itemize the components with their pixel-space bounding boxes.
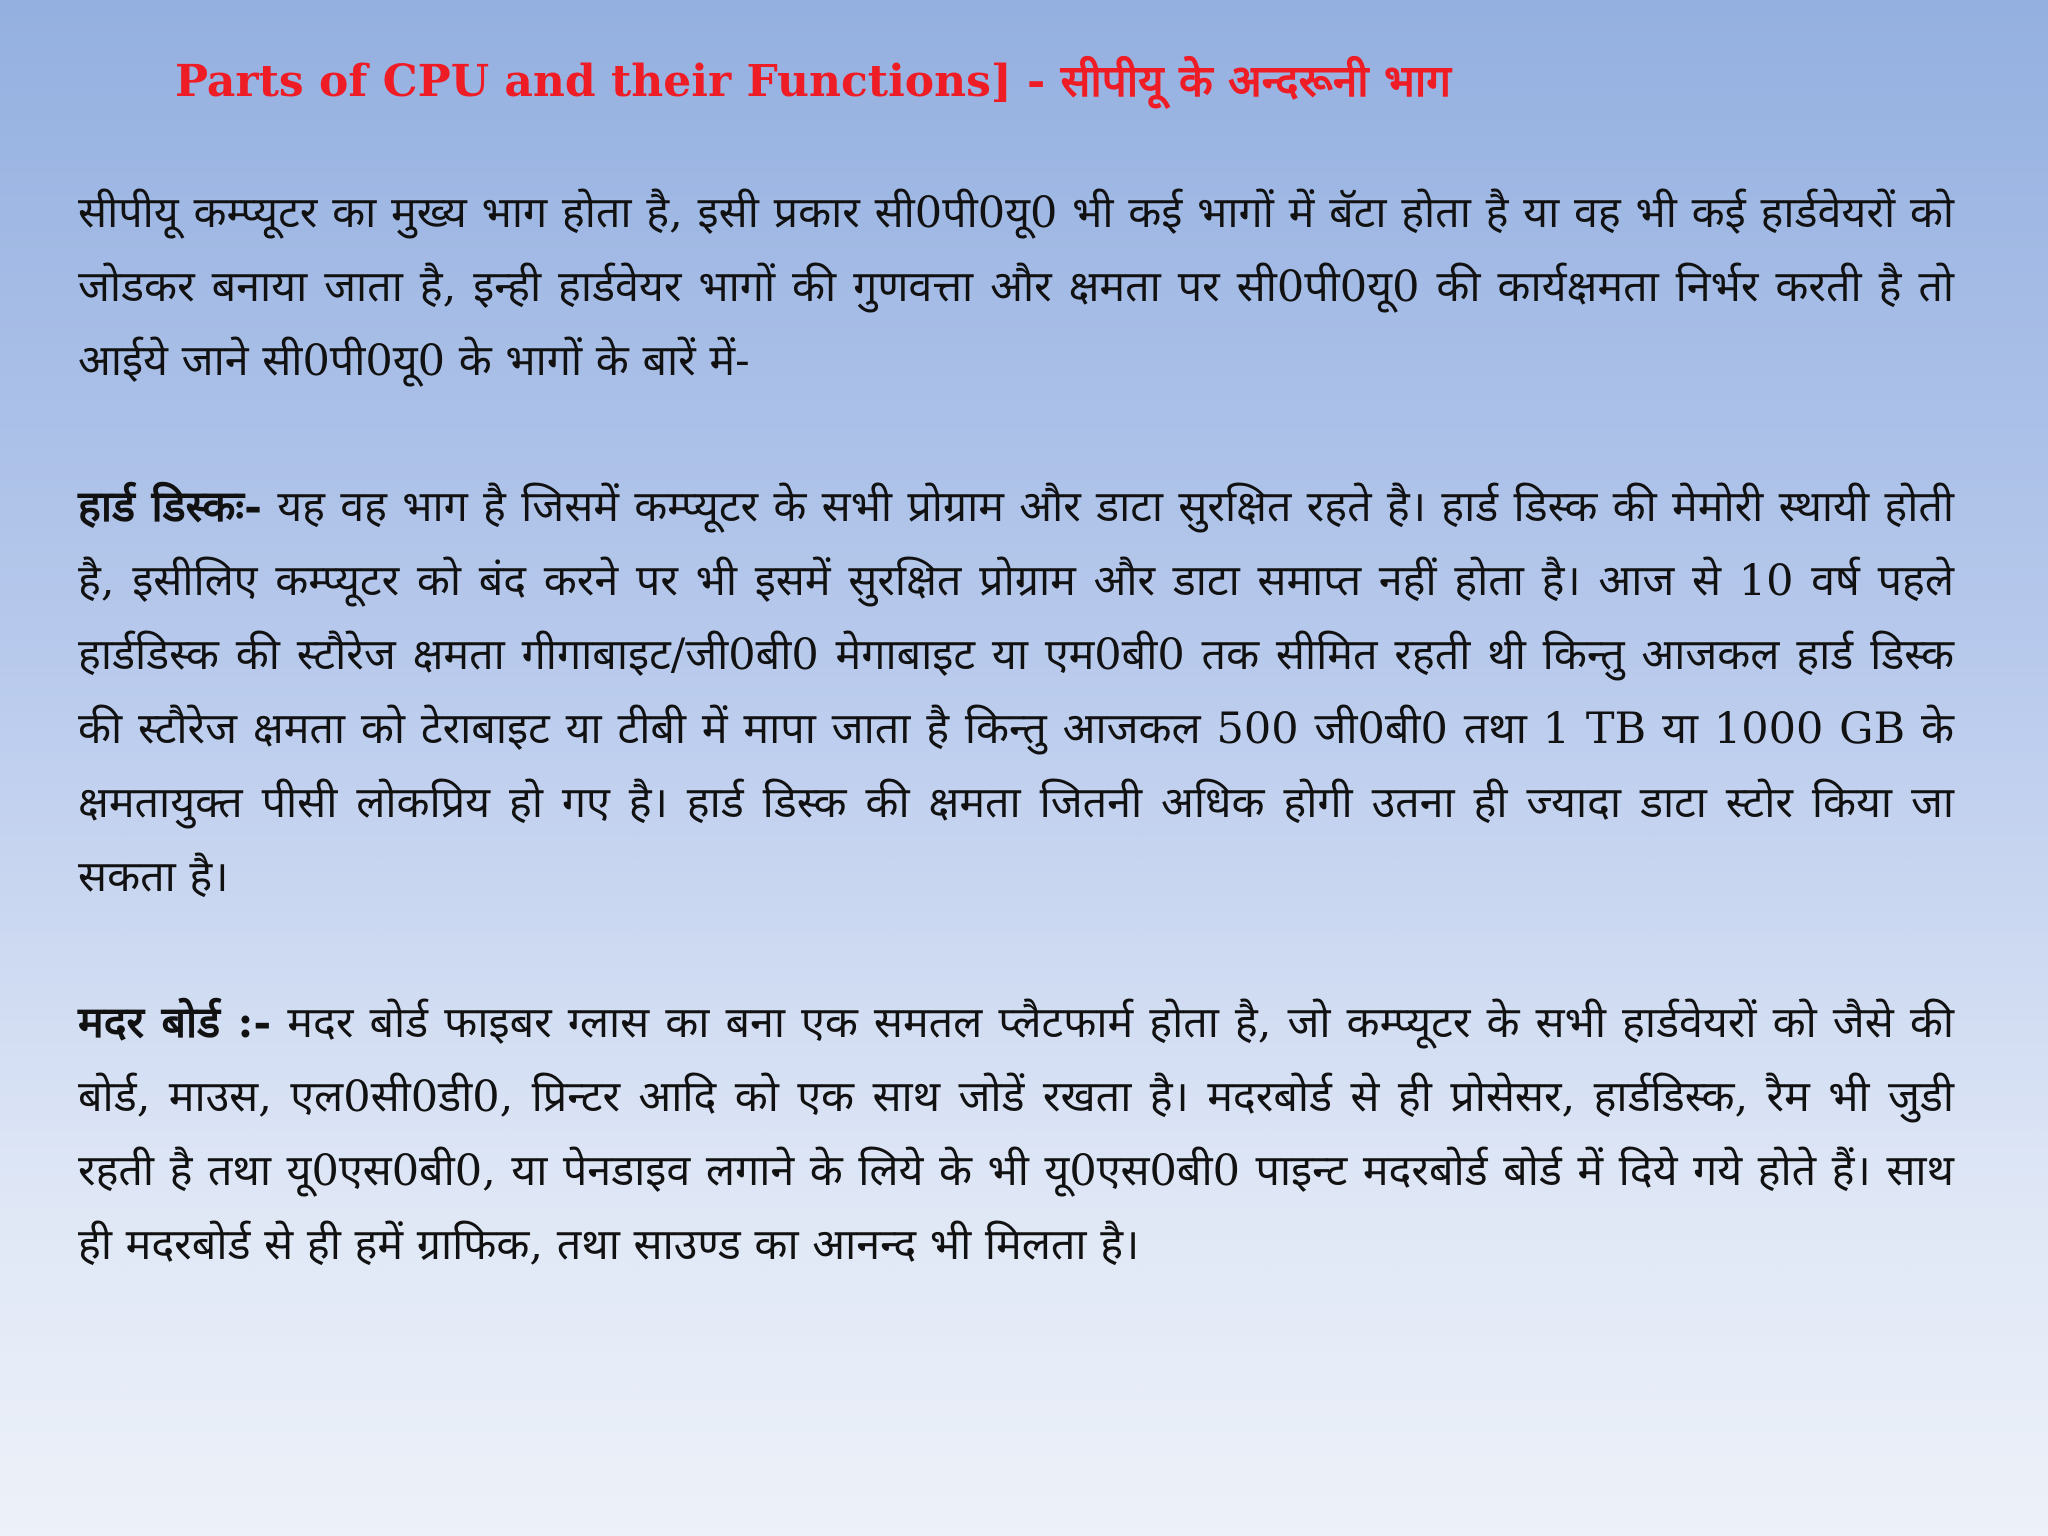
intro-paragraph: सीपीयू कम्प्यूटर का मुख्य भाग होता है, इसी प्रकार सी0पी0यू0 भी कई भागों में बॅटा होता है या वह भी कई हार्डवेयरों को जोडकर बनाया जाता है, इन्ही हार्डवेयर भागों की गुणवत्ता और क्षमता पर सी0पी0यू0 की कार्यक्षमता निर्भर करती है तो आईये जाने सी0पी0यू0 के भागों के बारें में- [78,188,1954,386]
slide-title: Parts of CPU and their Functions] - सीपीयू के अन्दरूनी भाग [175,56,1452,107]
motherboard-text: मदर बोर्ड फाइबर ग्लास का बना एक समतल प्लैटफार्म होता है, जो कम्प्यूटर के सभी हार्डवेयरों को जैसे की बोर्ड, माउस, एल0सी0डी0, प्रिन्टर आदि को एक साथ जोडें रखता है। मदरबोर्ड से ही प्रोसेसर, हार्डडिस्क, रैम भी जुडी रहती है तथा यू0एस0बी0, या पेनडाइव लगाने के लिये के भी यू0एस0बी0 पाइन्ट मदरबोर्ड बोर्ड में दिये गये होते हैं। साथ ही मदरबोर्ड से ही हमें ग्राफिक, तथा साउण्ड का आनन्द भी मिलता है। [78,998,1954,1270]
hard-disk-heading: हार्ड डिस्कः- [78,482,262,532]
slide-content [78,176,1954,1282]
hard-disk-text: यह वह भाग है जिसमें कम्प्यूटर के सभी प्रोग्राम और डाटा सुरक्षित रहते है। हार्ड डिस्क की मेमोरी स्थायी होती है, इसीलिए कम्प्यूटर को बंद करने पर भी इसमें सुरक्षित प्रोग्राम और डाटा समाप्त नहीं होता है। आज से 10 वर्ष पहले हार्डडिस्क की स्टौरेज क्षमता गीगाबाइट/जी0बी0 मेगाबाइट या एम0बी0 तक सीमित रहती थी किन्तु आजकल हार्ड डिस्क की स्टौरेज क्षमता को टेराबाइट या टीबी में मापा जाता है किन्तु आजकल 500 जी0बी0 तथा 1 TB या 1000 GB के क्षमतायुक्त पीसी लोकप्रिय हो गए है। हार्ड डिस्क की क्षमता जितनी अधिक होगी उतना ही ज्यादा डाटा स्टोर किया जा सकता है। [78,482,1954,902]
motherboard-heading: मदर बोर्ड :- [78,998,272,1048]
hard-disk-paragraph [78,470,1954,914]
motherboard-paragraph [78,986,1954,1282]
